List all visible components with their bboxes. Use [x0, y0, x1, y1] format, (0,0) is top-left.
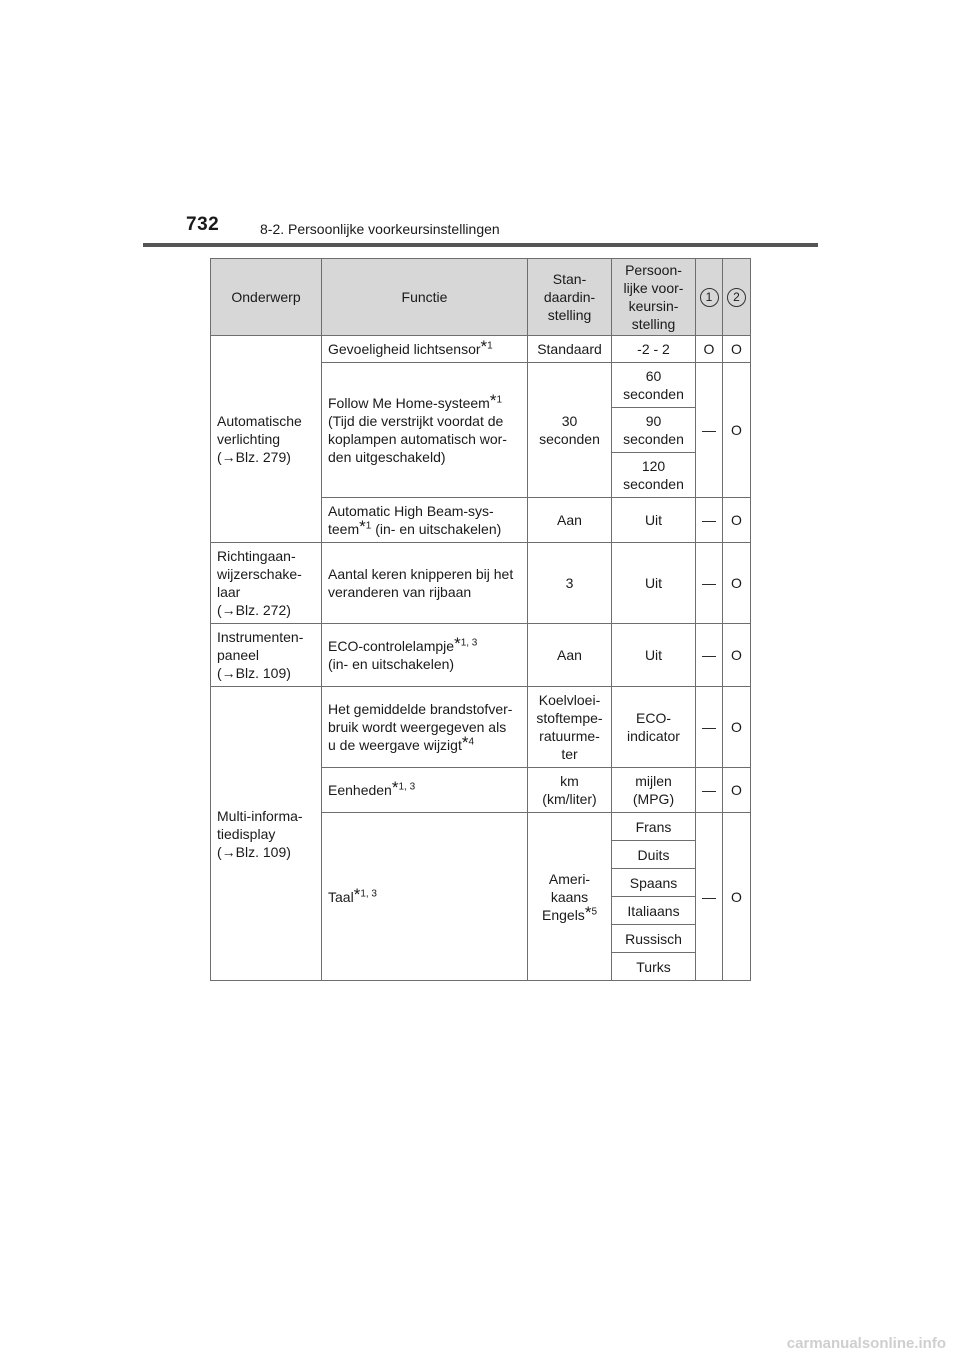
asterisk-icon: * [489, 391, 497, 410]
header-col2 [723, 259, 751, 336]
option-cell: 120 seconden [612, 453, 696, 498]
header-col1 [696, 259, 723, 336]
asterisk-icon: * [584, 902, 592, 922]
function-cell: Taal*$^{1, 3}$ [322, 813, 528, 981]
function-cell: Automatic High Beam-sys- teem*$^1$ (in- en uitschakelen) [322, 498, 528, 543]
header-standard: Stan- daardin- stelling [528, 259, 612, 336]
settings-table [210, 258, 751, 981]
asterisk-icon: * [391, 778, 399, 797]
col1-cell: — [696, 363, 723, 498]
table-row [211, 336, 751, 363]
function-cell: Eenheden*$^{1, 3}$ [322, 768, 528, 813]
option-cell: 90 seconden [612, 408, 696, 453]
col1-cell: — [696, 624, 723, 687]
col2-cell: O [723, 687, 751, 768]
personal-cell: Uit [612, 543, 696, 624]
col1-cell: O [696, 336, 723, 363]
header-function: Functie [322, 259, 528, 336]
circled-two-icon: 2 [727, 288, 746, 307]
col2-cell: O [723, 363, 751, 498]
group-turn-signal: Richtingaan- wijzerschake- laar (→Blz. 272) [211, 543, 322, 624]
asterisk-icon: * [480, 337, 488, 356]
asterisk-icon: * [353, 884, 361, 904]
page-number: 732 [186, 214, 220, 235]
standard-cell: 3 [528, 543, 612, 624]
personal-cell: -2 - 2 [612, 336, 696, 363]
header-personal: Persoon- lijke voor- keursin- stelling [612, 259, 696, 336]
col1-cell: — [696, 498, 723, 543]
asterisk-icon: * [359, 517, 366, 536]
option-cell: Frans [612, 813, 696, 841]
col2-cell: O [723, 543, 751, 624]
watermark: carmanualsonline.info [786, 1335, 946, 1352]
option-cell: 60 seconden [612, 363, 696, 408]
header-subject: Onderwerp [211, 259, 322, 336]
personal-cell: ECO- indicator [612, 687, 696, 768]
col1-cell: — [696, 768, 723, 813]
standard-cell: Koelvloei- stoftempe- ratuurme- ter [528, 687, 612, 768]
col1-cell: — [696, 813, 723, 981]
col1-cell: — [696, 543, 723, 624]
col2-cell: O [723, 336, 751, 363]
standard-cell: Ameri- kaans Engels*$^5$ [528, 813, 612, 981]
asterisk-icon: * [454, 634, 461, 653]
group-auto-light: Automatische verlichting (→Blz. 279) [211, 336, 322, 543]
col2-cell: O [723, 498, 751, 543]
standard-cell: Standaard [528, 336, 612, 363]
col1-cell: — [696, 687, 723, 768]
table-row [211, 624, 751, 687]
function-cell: Follow Me Home-systeem*$^1$ (Tijd die verstrijkt voordat de koplampen automatisch wor-den uitgeschakeld) [322, 363, 528, 498]
option-cell: Duits [612, 841, 696, 869]
col2-cell: O [723, 813, 751, 981]
option-cell: Turks [612, 953, 696, 981]
group-multi-info: Multi-informa- tiedisplay (→Blz. 109) [211, 687, 322, 981]
option-cell: Russisch [612, 925, 696, 953]
asterisk-icon: * [461, 733, 469, 752]
option-cell: Italiaans [612, 897, 696, 925]
function-cell: Het gemiddelde brandstofver- bruik wordt weergegeven als u de weergave wijzigt*$^4$ [322, 687, 528, 768]
personal-cell: Uit [612, 624, 696, 687]
function-cell: Aantal keren knipperen bij het veranderen van rijbaan [322, 543, 528, 624]
standard-cell: 30 seconden [528, 363, 612, 498]
function-cell: ECO-controlelampje*$^{1, 3}$ (in- en uitschakelen) [322, 624, 528, 687]
function-cell: Gevoeligheid lichtsensor*$^1$ [322, 336, 528, 363]
table-row [211, 543, 751, 624]
col2-cell: O [723, 768, 751, 813]
personal-cell: Uit [612, 498, 696, 543]
standard-cell: Aan [528, 498, 612, 543]
section-title: 8-2. Persoonlijke voorkeursinstellingen [260, 221, 500, 237]
circled-one-icon: 1 [700, 288, 719, 307]
personal-cell: mijlen (MPG) [612, 768, 696, 813]
table-row [211, 687, 751, 768]
standard-cell: Aan [528, 624, 612, 687]
option-cell: Spaans [612, 869, 696, 897]
group-instrument: Instrumenten- paneel (→Blz. 109) [211, 624, 322, 687]
standard-cell: km (km/liter) [528, 768, 612, 813]
table-header-row [211, 259, 751, 336]
header-rule [143, 243, 818, 247]
col2-cell: O [723, 624, 751, 687]
